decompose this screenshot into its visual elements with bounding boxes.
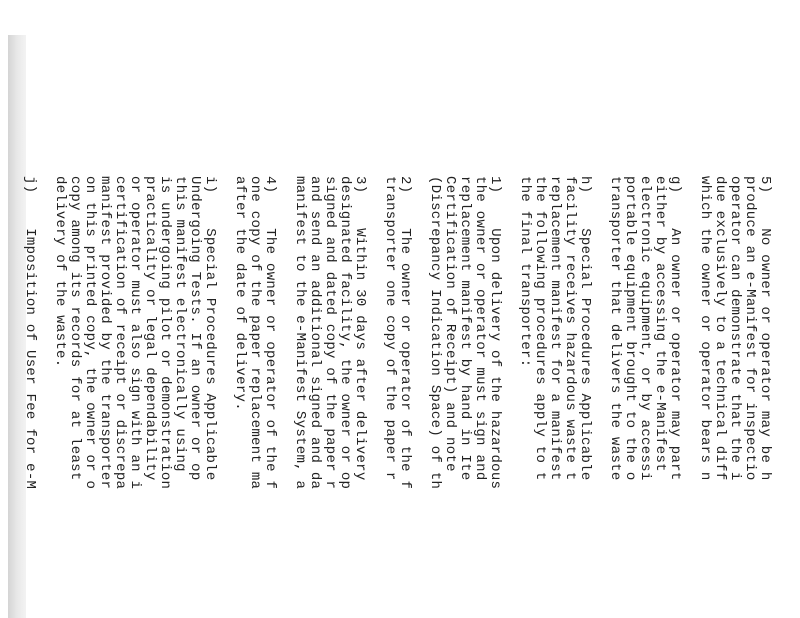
text-line: portable equipment brought to the o [622,176,638,481]
text-line: 1) Upon delivery of the hazardous [487,176,503,490]
paragraph-gap [682,176,697,618]
text-line: replacement manifest for a manifest [547,176,563,481]
text-line: electronic equipment, or by accessi [637,176,653,481]
text-line: h) Special Procedures Applicable [577,176,593,481]
paragraph-gap [367,176,382,618]
text-line: on this printed copy, the owner or o [82,176,98,490]
paragraph-para-h [517,176,592,618]
text-line: delivery of the waste. [52,176,68,368]
paragraph-gap [412,176,427,618]
paragraph-para-j [22,176,37,618]
text-line: and send an additional signed and da [307,176,323,490]
text-line: operator can demonstrate that the i [727,176,743,481]
paragraph-para-3 [292,176,367,618]
text-line: transporter that delivers the waste [607,176,623,481]
text-line: replacement manifest by hand in Ite [457,176,473,481]
text-line: after the date of delivery. [232,176,248,411]
paragraph-gap [217,176,232,618]
text-line: manifest provided by the transporter [97,176,113,490]
text-line: this manifest electronically using [172,176,188,472]
text-line: is undergoing pilot or demonstration [157,176,173,490]
text-line: which the owner or operator bears n [697,176,713,481]
paragraph-para-4 [232,176,277,618]
text-line: due exclusively to a technical diff [712,176,728,481]
text-line: manifest to the e-Manifest System, a [292,176,308,490]
text-line: Certification of Receipt) and note [442,176,458,472]
text-line: 3) Within 30 days after delivery [352,176,368,481]
text-line: the owner or operator must sign and [472,176,488,481]
paragraph-para-2 [382,176,412,618]
text-line: produce an e-Manifest for inspectio [742,176,758,481]
text-line: one copy of the paper replacement ma [247,176,263,490]
text-line: the following procedures apply to t [532,176,548,481]
paragraph-gap [277,176,292,618]
rotated-text-block [22,176,772,618]
text-line: practicality or legal dependability [142,176,158,481]
text-line: or operator must also sign with an i [127,176,143,490]
text-line: Undergoing Tests. If an owner or op [187,176,203,481]
text-line: 4) The owner or operator of the f [262,176,278,490]
text-line: facility receives hazardous waste t [562,176,578,481]
paragraph-para-5 [697,176,772,618]
text-line: 2) The owner or operator of the f [397,176,413,490]
paragraph-gap [37,176,52,618]
paragraph-para-1 [427,176,502,618]
text-line: copy among its records for at least [67,176,83,481]
text-line: signed and dated copy of the paper r [322,176,338,490]
text-line: designated facility, the owner or op [337,176,353,490]
text-line: 5) No owner or operator may be h [757,176,773,481]
text-line: either by accessing the e-Manifest [652,176,668,472]
paragraph-para-g [607,176,682,618]
text-line: (Discrepancy Indication Space) of th [427,176,443,490]
text-line: g) An owner or operator may part [667,176,683,481]
paragraph-para-i [52,176,217,618]
text-line: the final transporter: [517,176,533,368]
paragraph-gap [592,176,607,618]
text-line: certification of receipt or discrepa [112,176,128,490]
paragraph-gap [502,176,517,618]
text-line: j) Imposition of User Fee for e-M [22,176,38,490]
text-line: i) Special Procedures Applicable [202,176,218,481]
text-line: transporter one copy of the paper r [382,176,398,481]
